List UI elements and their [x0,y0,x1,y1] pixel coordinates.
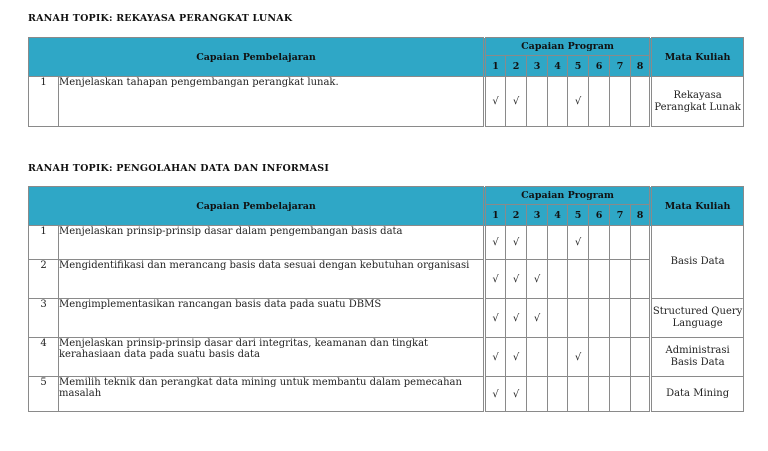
course-name: Structured Query Language [651,299,744,338]
row-number: 4 [29,338,59,377]
check-mark-icon: √ [492,273,499,285]
program-check-cell [485,377,506,412]
program-check-cell [568,299,589,338]
check-mark-icon: √ [512,96,520,107]
program-check-cell [631,338,651,377]
program-check-cell [631,77,651,127]
program-check-cell [568,77,589,127]
program-check-cell [506,226,527,260]
table-row [29,260,744,299]
program-check-cell [589,77,610,127]
program-number-header: 1 [485,205,506,226]
program-check-cell [631,377,651,412]
course-name: Basis Data [651,226,744,299]
table-rpl [28,37,744,127]
header-capaian-program: Capaian Program [485,187,651,205]
program-number-header: 6 [589,56,610,77]
program-number-header: 1 [485,56,506,77]
row-number: 1 [29,77,59,127]
row-description: Mengidentifikasi dan merancang basis data sesuai dengan kebutuhan organisasi [59,260,485,299]
program-check-cell [506,260,527,299]
program-check-cell [548,338,568,377]
program-check-cell [631,260,651,299]
program-check-cell [589,377,610,412]
header-capaian-pembelajaran: Capaian Pembelajaran [29,187,485,226]
program-number-header: 2 [506,56,527,77]
section-title-rpl: RANAH TOPIK: REKAYASA PERANGKAT LUNAK [28,13,293,24]
program-check-cell [527,377,548,412]
check-mark-icon: √ [533,312,541,324]
course-name: Data Mining [651,377,744,412]
program-check-cell [610,226,631,260]
header-mata-kuliah: Mata Kuliah [651,187,744,226]
program-check-cell [485,77,506,127]
program-check-cell [589,226,610,260]
table-row [29,377,744,412]
course-name: Administrasi Basis Data [651,338,744,377]
program-number-header: 7 [610,56,631,77]
program-check-cell [527,226,548,260]
check-mark-icon: √ [574,237,582,248]
program-check-cell [589,338,610,377]
program-number-header: 6 [589,205,610,226]
check-mark-icon: √ [492,237,499,248]
program-check-cell [548,299,568,338]
row-description: Mengimplementasikan rancangan basis data pada suatu DBMS [59,299,485,338]
check-mark-icon: √ [492,96,499,107]
check-mark-icon: √ [512,351,520,363]
section-title-pengolahan-data: RANAH TOPIK: PENGOLAHAN DATA DAN INFORMASI [28,163,330,174]
program-check-cell [485,260,506,299]
program-check-cell [610,377,631,412]
program-check-cell [548,226,568,260]
program-number-header: 3 [527,56,548,77]
program-check-cell [548,377,568,412]
header-capaian-pembelajaran: Capaian Pembelajaran [29,38,485,77]
header-capaian-program: Capaian Program [485,38,651,56]
program-number-header: 3 [527,205,548,226]
program-number-header: 4 [548,205,568,226]
row-number: 5 [29,377,59,412]
program-check-cell [568,226,589,260]
check-mark-icon: √ [533,273,541,285]
program-check-cell [610,77,631,127]
program-number-header: 5 [568,56,589,77]
program-check-cell [568,260,589,299]
program-check-cell [527,299,548,338]
course-name: Rekayasa Perangkat Lunak [651,77,744,127]
check-mark-icon: √ [574,96,582,107]
row-description: Menjelaskan prinsip-prinsip dasar dari integritas, keamanan dan tingkat kerahasiaan data pada suatu basis data [59,338,485,377]
program-check-cell [589,299,610,338]
program-check-cell [548,260,568,299]
program-check-cell [485,338,506,377]
check-mark-icon: √ [492,351,499,363]
program-number-header: 8 [631,205,651,226]
program-check-cell [506,299,527,338]
program-check-cell [631,299,651,338]
program-check-cell [610,338,631,377]
program-check-cell [527,338,548,377]
row-description: Memilih teknik dan perangkat data mining untuk membantu dalam pemecahan masalah [59,377,485,412]
row-number: 1 [29,226,59,260]
row-number: 3 [29,299,59,338]
program-check-cell [527,77,548,127]
program-number-header: 7 [610,205,631,226]
program-check-cell [589,260,610,299]
program-check-cell [568,377,589,412]
row-description: Menjelaskan tahapan pengembangan perangkat lunak. [59,77,485,127]
program-check-cell [506,77,527,127]
table-pengolahan-data [28,186,744,412]
program-check-cell [485,226,506,260]
row-description: Menjelaskan prinsip-prinsip dasar dalam pengembangan basis data [59,226,485,260]
table-row [29,77,744,127]
check-mark-icon: √ [512,388,520,400]
check-mark-icon: √ [574,351,582,363]
program-check-cell [506,338,527,377]
check-mark-icon: √ [512,312,520,324]
row-number: 2 [29,260,59,299]
check-mark-icon: √ [512,237,520,248]
check-mark-icon: √ [492,388,499,400]
program-check-cell [568,338,589,377]
table-row [29,226,744,260]
table-row [29,338,744,377]
program-check-cell [610,260,631,299]
check-mark-icon: √ [492,312,499,324]
program-check-cell [506,377,527,412]
program-number-header: 8 [631,56,651,77]
check-mark-icon: √ [512,273,520,285]
program-check-cell [485,299,506,338]
header-mata-kuliah: Mata Kuliah [651,38,744,77]
program-number-header: 4 [548,56,568,77]
program-check-cell [610,299,631,338]
program-check-cell [527,260,548,299]
program-check-cell [631,226,651,260]
program-number-header: 5 [568,205,589,226]
program-number-header: 2 [506,205,527,226]
program-check-cell [548,77,568,127]
table-row [29,299,744,338]
